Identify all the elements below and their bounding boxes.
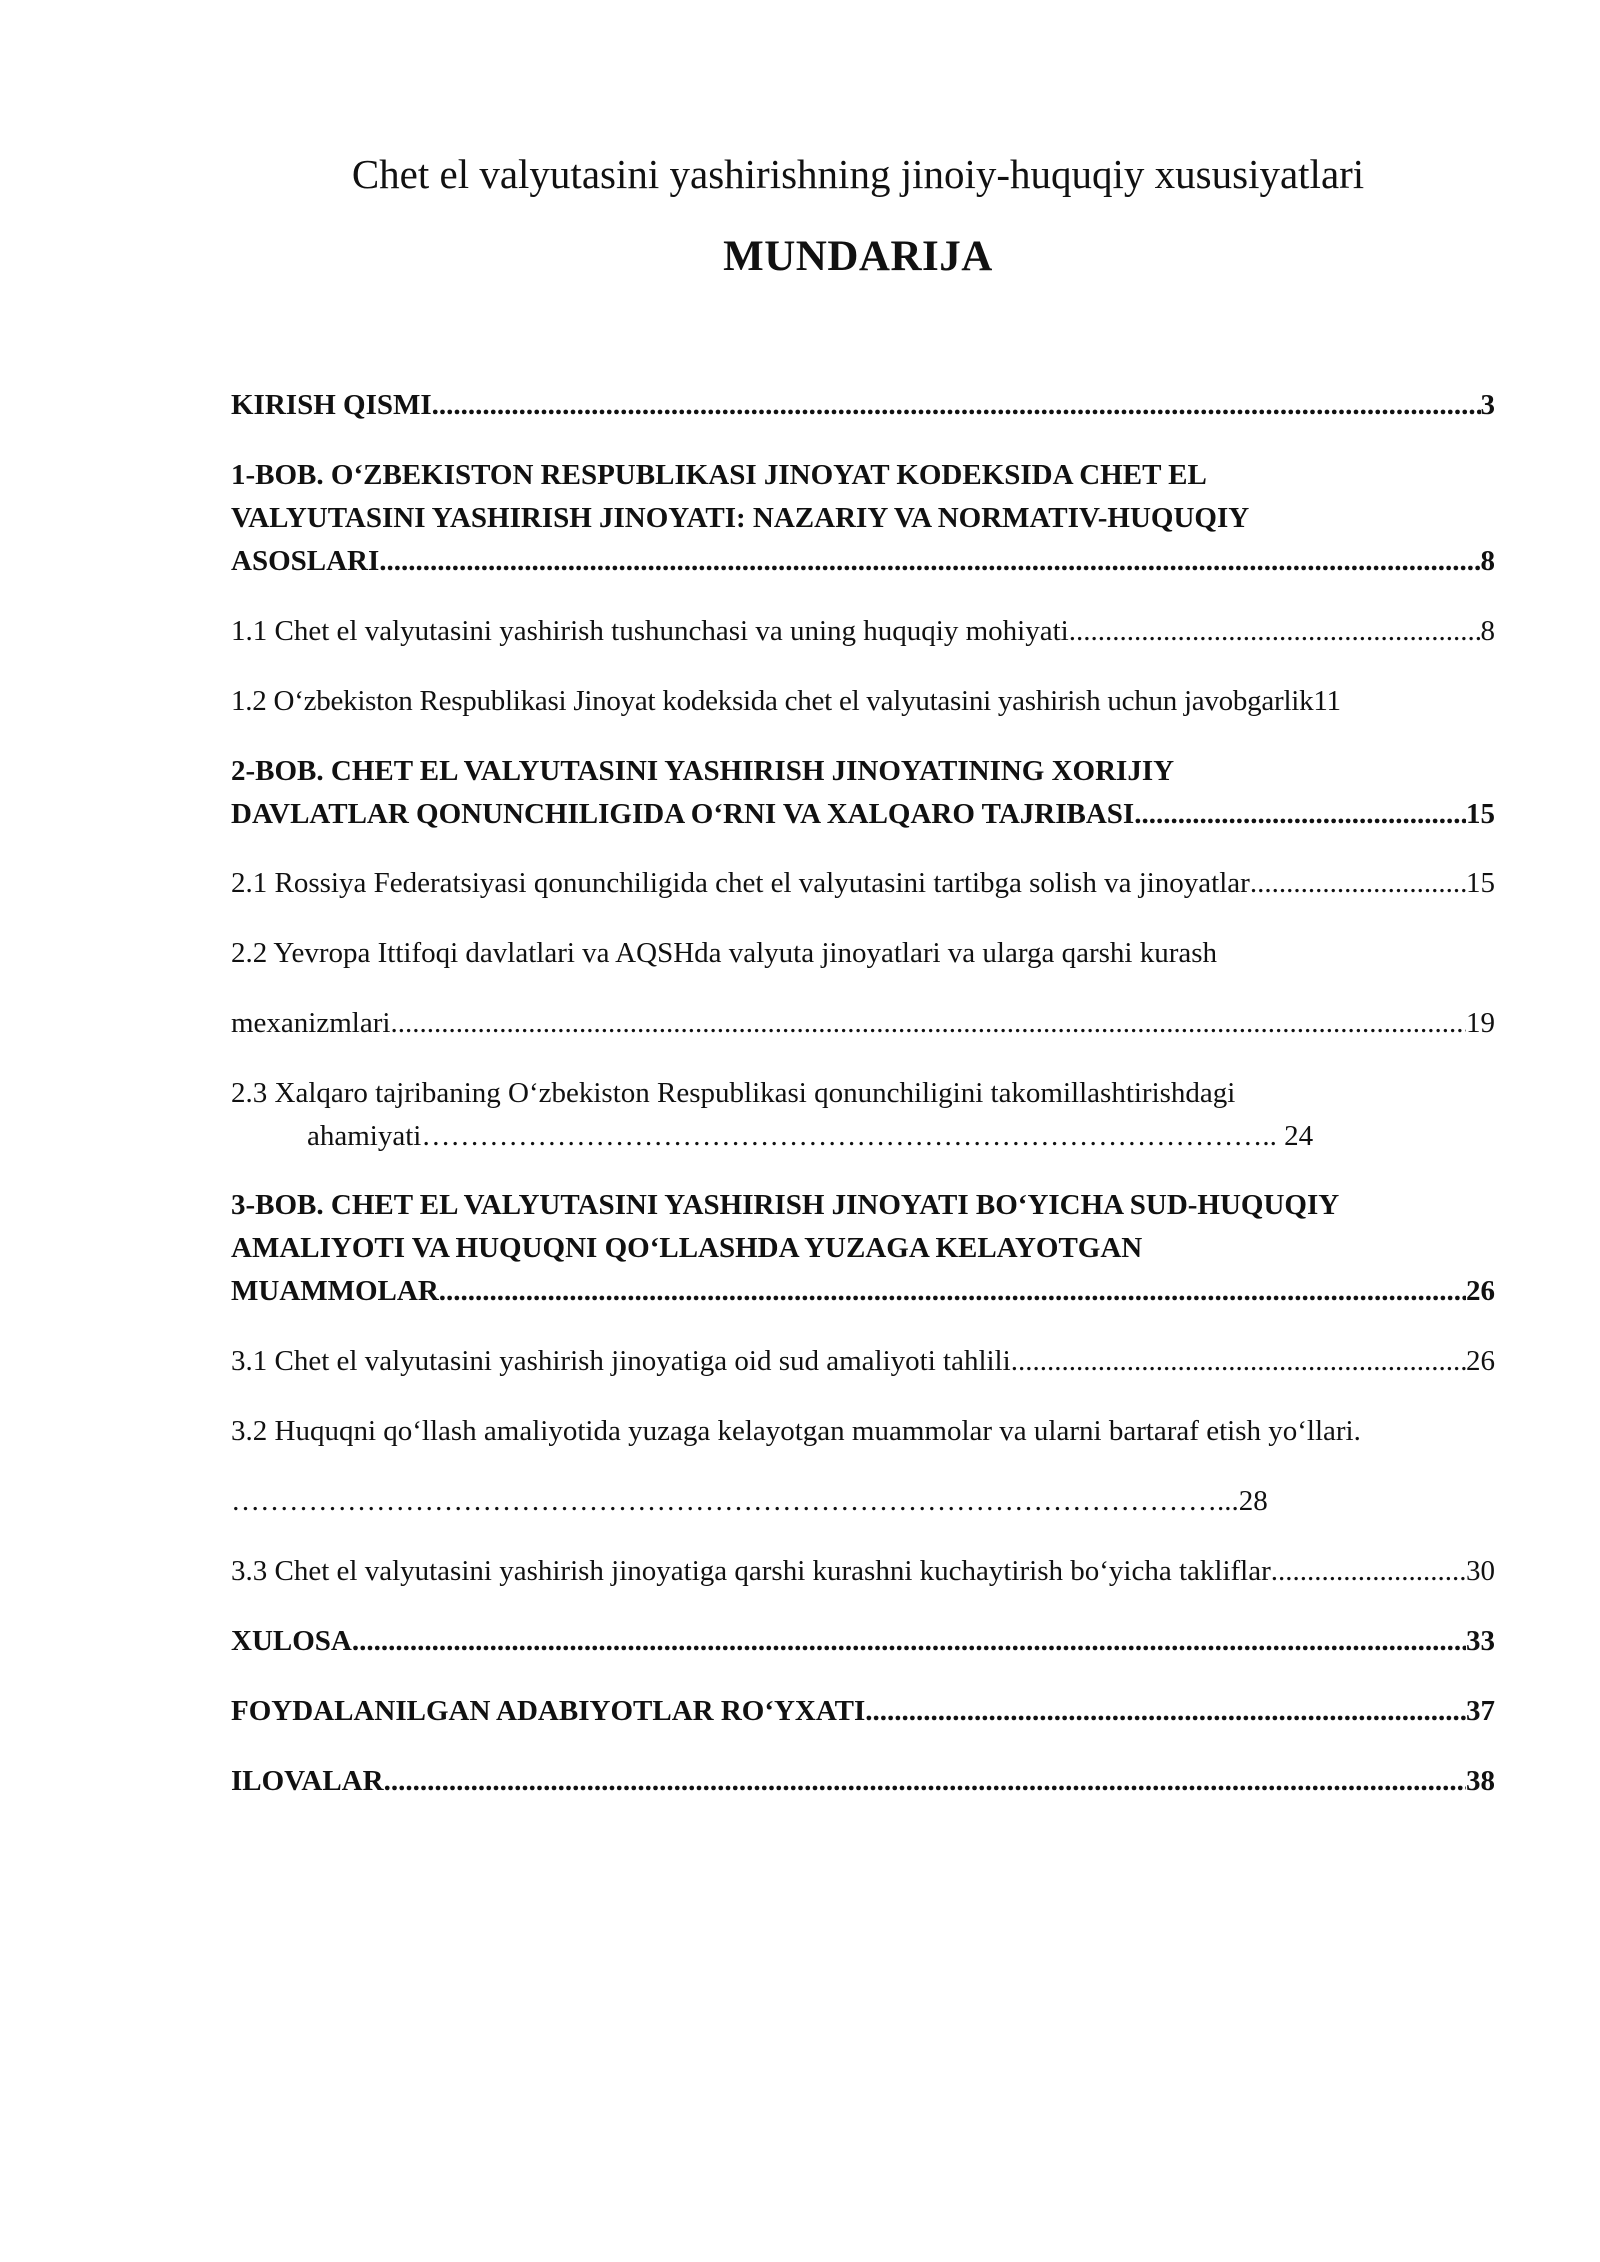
toc-entry-label: ILOVALAR: [231, 1765, 384, 1797]
toc-entry-label-line: …………………………………………………………………………………………...28: [231, 1485, 1268, 1517]
toc-entry-section-2-2[interactable]: [231, 932, 1495, 1045]
toc-entry-section-3-1[interactable]: [231, 1340, 1495, 1383]
toc-page-number: 3: [1480, 389, 1495, 421]
toc-entry-chapter-2[interactable]: [231, 750, 1495, 836]
toc-entry-label-line: 2.3 Xalqaro tajribaning O‘zbekiston Respublikasi qonunchiligini takomillashtirishdagi: [231, 1077, 1236, 1109]
toc-page-number: 8: [1480, 545, 1495, 577]
toc-entry-label-line: mexanizmlari: [231, 1007, 391, 1039]
toc-entry-label: 1.1 Chet el valyutasini yashirish tushunchasi va uning huquqiy mohiyati: [231, 615, 1069, 647]
toc-entry-label-line: 2-BOB. CHET EL VALYUTASINI YASHIRISH JINOYATINING XORIJIY: [231, 755, 1175, 787]
toc-page-number: 26: [1466, 1275, 1495, 1307]
toc-entry-section-1-2[interactable]: [231, 680, 1495, 723]
toc-entry-label: KIRISH QISMI: [231, 389, 432, 421]
toc-leader-dots: [1250, 862, 1466, 905]
toc-page-number: 15: [1466, 798, 1495, 830]
toc-entry-label-line: ASOSLARI: [231, 545, 380, 577]
toc-leader-dots: [432, 384, 1481, 427]
toc-page-number: 11: [1313, 685, 1341, 717]
toc-entry-label: 2.1 Rossiya Federatsiyasi qonunchiligida chet el valyutasini tartibga solish va jinoyatlar: [231, 867, 1250, 899]
toc-page-number: 38: [1466, 1765, 1495, 1797]
toc-entry-label-line: 1-BOB. O‘ZBEKISTON RESPUBLIKASI JINOYAT KODEKSIDA CHET EL: [231, 459, 1207, 491]
toc-entry-label-line: DAVLATLAR QONUNCHILIGIDA O‘RNI VA XALQARO TAJRIBASI: [231, 798, 1135, 830]
toc-entry-appendices[interactable]: [231, 1760, 1495, 1803]
toc-entry-label-line: ahamiyati…………………………………………………………………………….. 24: [307, 1120, 1314, 1152]
toc-entry-section-3-3[interactable]: [231, 1550, 1495, 1593]
toc-leader-dots: [1011, 1340, 1466, 1383]
toc-entry-label-line: VALYUTASINI YASHIRISH JINOYATI: NAZARIY VA NORMATIV-HUQUQIY: [231, 502, 1250, 534]
toc-entry-label: 1.2 O‘zbekiston Respublikasi Jinoyat kodeksida chet el valyutasini yashirish uchun javobgarlik: [231, 685, 1314, 717]
toc-entry-label-line: 3-BOB. CHET EL VALYUTASINI YASHIRISH JINOYATI BO‘YICHA SUD-HUQUQIY: [231, 1189, 1340, 1221]
toc-page-number: 19: [1466, 1007, 1495, 1039]
toc-entry-chapter-1[interactable]: [231, 454, 1495, 583]
toc-heading: MUNDARIJA: [723, 233, 993, 280]
toc-leader-dots: [352, 1620, 1466, 1663]
toc-leader-dots: [384, 1760, 1466, 1803]
toc-entry-label-line: AMALIYOTI VA HUQUQNI QO‘LLASHDA YUZAGA KELAYOTGAN: [231, 1232, 1143, 1264]
toc-entry-section-1-1[interactable]: [231, 610, 1495, 653]
toc-page-number: 26: [1466, 1345, 1495, 1377]
toc-entry-label: FOYDALANILGAN ADABIYOTLAR RO‘YXATI: [231, 1695, 866, 1727]
toc-leader-dots: [865, 1690, 1466, 1733]
toc-entry-label: XULOSA: [231, 1625, 352, 1657]
toc-entry-label: 3.3 Chet el valyutasini yashirish jinoyatiga qarshi kurashni kuchaytirish bo‘yicha takliflar: [231, 1555, 1271, 1587]
toc-entry-label-line: MUAMMOLAR: [231, 1275, 439, 1307]
toc-entry-section-3-2[interactable]: [231, 1410, 1495, 1523]
toc-entry-references[interactable]: [231, 1690, 1495, 1733]
toc-leader-dots: [379, 540, 1480, 583]
toc-entry-label-line: 2.2 Yevropa Ittifoqi davlatlari va AQSHda valyuta jinoyatlari va ularga qarshi kurash: [231, 937, 1218, 969]
toc-entry-kirish[interactable]: [231, 384, 1495, 427]
toc-entry-section-2-1[interactable]: [231, 862, 1495, 905]
toc-entry-label: 3.1 Chet el valyutasini yashirish jinoyatiga oid sud amaliyoti tahlili: [231, 1345, 1011, 1377]
toc-leader-dots: [1134, 793, 1466, 836]
toc-page-number: 37: [1466, 1695, 1495, 1727]
toc-leader-dots: [1069, 610, 1481, 653]
toc-leader-dots: [390, 1002, 1466, 1045]
toc-leader-dots: [1271, 1550, 1466, 1593]
toc-entry-xulosa[interactable]: [231, 1620, 1495, 1663]
toc-entry-section-2-3[interactable]: [231, 1072, 1495, 1158]
toc-page-number: 30: [1466, 1555, 1495, 1587]
document-title: Chet el valyutasini yashirishning jinoiy-huquqiy xususiyatlari: [351, 151, 1365, 197]
toc-leader-dots: [439, 1270, 1466, 1313]
toc-page-number: 8: [1480, 615, 1495, 647]
toc-entry-chapter-3[interactable]: [231, 1184, 1495, 1313]
toc-page-number: 15: [1466, 867, 1495, 899]
toc-page-number: 33: [1466, 1625, 1495, 1657]
toc-entry-label-line: 3.2 Huquqni qo‘llash amaliyotida yuzaga kelayotgan muammolar va ularni bartaraf etish yo‘llari.: [231, 1415, 1361, 1447]
